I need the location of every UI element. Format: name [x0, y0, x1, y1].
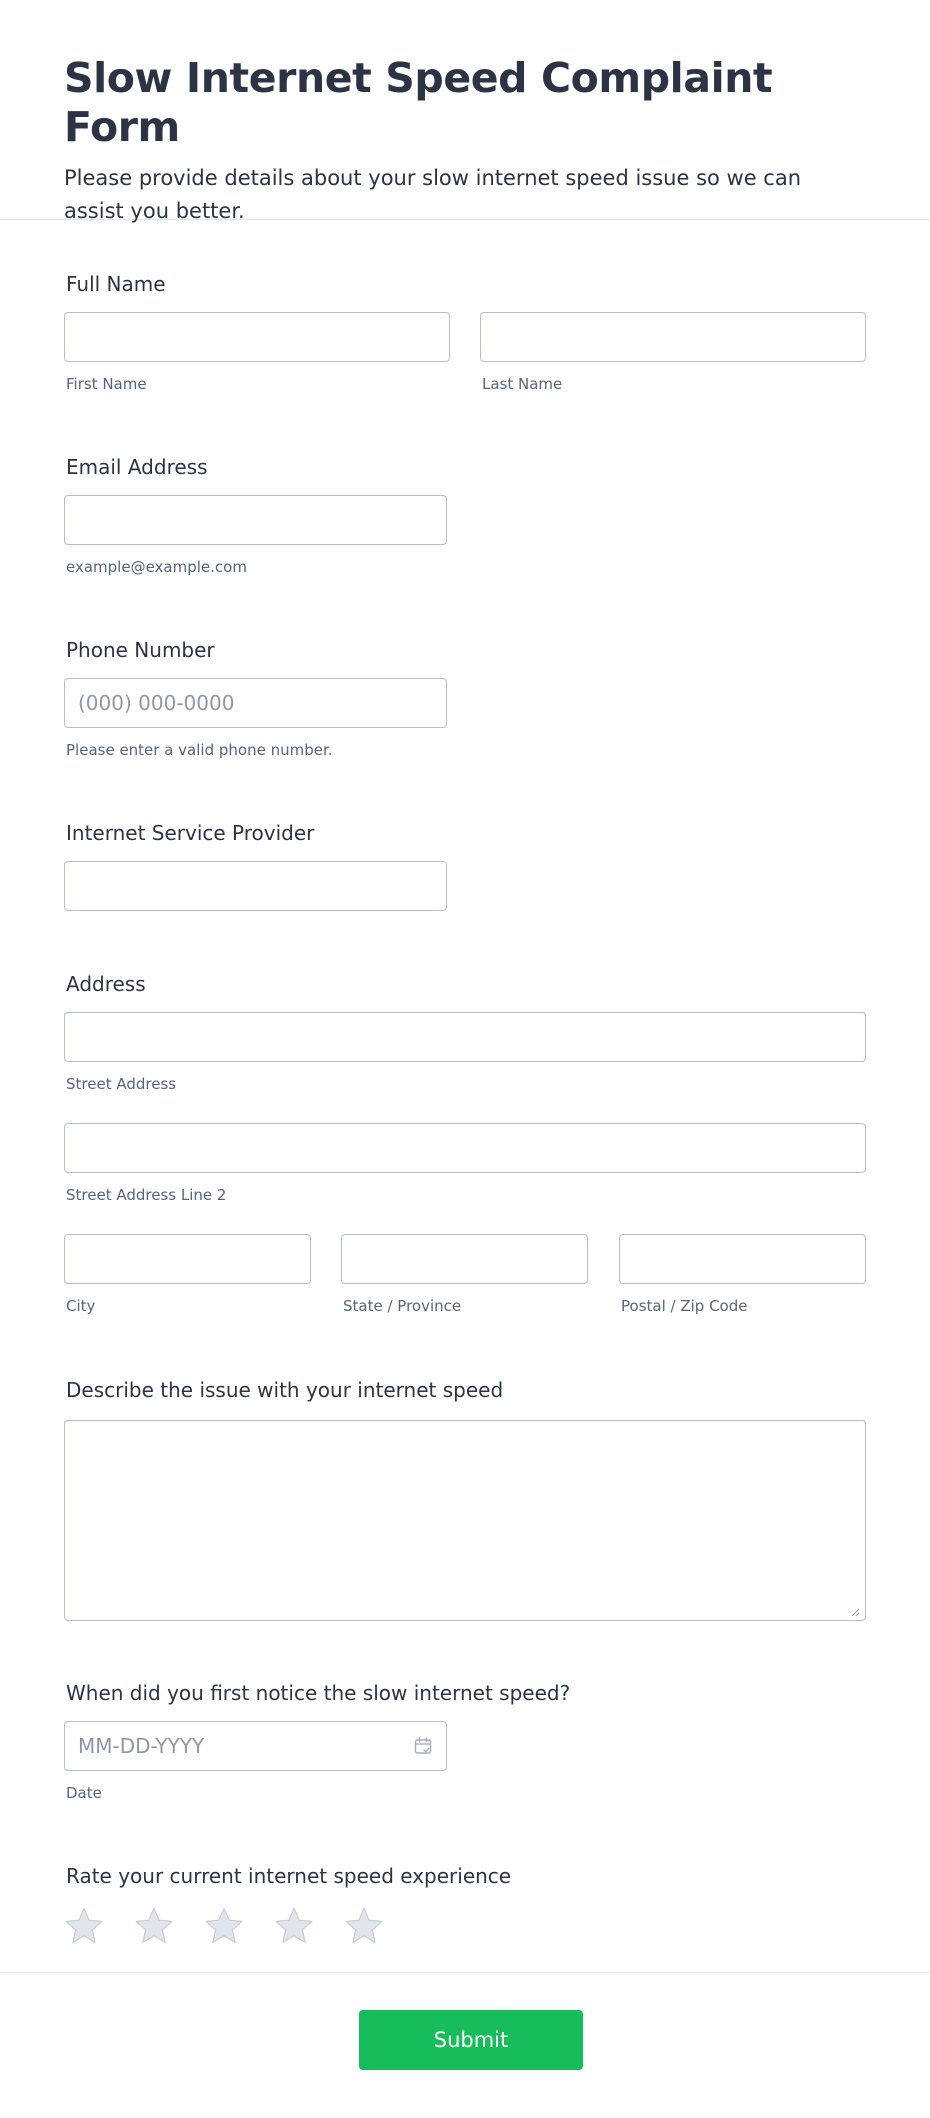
address-section	[64, 972, 866, 1322]
date-section	[64, 1681, 866, 1811]
date-sublabel: Date	[66, 1784, 102, 1802]
form-subtitle: Please provide details about your slow internet speed issue so we can assist you better.	[64, 166, 802, 224]
issue-section	[64, 1378, 866, 1623]
rating-star-3[interactable]	[204, 1906, 244, 1946]
date-label: When did you first notice the slow internet speed?	[66, 1681, 571, 1705]
isp-label: Internet Service Provider	[66, 821, 315, 845]
full-name-label: Full Name	[66, 272, 166, 296]
phone-sublabel: Please enter a valid phone number.	[66, 741, 333, 759]
phone-label: Phone Number	[66, 638, 215, 662]
street-address-sublabel: Street Address	[66, 1075, 177, 1093]
state-province-sublabel: State / Province	[343, 1297, 462, 1315]
issue-textarea[interactable]	[64, 1420, 866, 1621]
form-header	[0, 0, 930, 224]
rating-star-1[interactable]	[64, 1906, 104, 1946]
email-sublabel: example@example.com	[66, 558, 247, 576]
star-rating	[64, 1906, 384, 1946]
street-address-line2-input[interactable]	[64, 1123, 866, 1173]
resize-grip-icon[interactable]	[850, 1607, 860, 1617]
state-province-input[interactable]	[341, 1234, 588, 1284]
last-name-sublabel: Last Name	[482, 375, 563, 393]
rating-star-4[interactable]	[274, 1906, 314, 1946]
postal-zip-input[interactable]	[619, 1234, 866, 1284]
submit-button[interactable]: Submit	[359, 2010, 583, 2070]
email-input[interactable]	[64, 495, 447, 545]
first-name-input[interactable]	[64, 312, 450, 362]
email-section	[64, 455, 866, 585]
rating-star-5[interactable]	[344, 1906, 384, 1946]
first-name-sublabel: First Name	[66, 375, 147, 393]
rating-label: Rate your current internet speed experience	[66, 1864, 512, 1888]
date-input[interactable]	[64, 1721, 447, 1771]
rating-section	[64, 1864, 866, 1944]
last-name-input[interactable]	[480, 312, 866, 362]
isp-input[interactable]	[64, 861, 447, 911]
rating-star-2[interactable]	[134, 1906, 174, 1946]
calendar-icon[interactable]	[413, 1736, 433, 1756]
street-address-input[interactable]	[64, 1012, 866, 1062]
full-name-section	[64, 272, 866, 402]
address-label: Address	[66, 972, 146, 996]
street-address-line2-sublabel: Street Address Line 2	[66, 1186, 227, 1204]
email-label: Email Address	[66, 455, 208, 479]
city-input[interactable]	[64, 1234, 311, 1284]
form-title: Slow Internet Speed Complaint Form	[64, 54, 773, 152]
phone-section	[64, 638, 866, 768]
isp-section	[64, 821, 866, 916]
city-sublabel: City	[66, 1297, 96, 1315]
phone-input[interactable]	[64, 678, 447, 728]
postal-zip-sublabel: Postal / Zip Code	[621, 1297, 748, 1315]
issue-label: Describe the issue with your internet speed	[66, 1378, 504, 1402]
footer-divider	[0, 1972, 930, 1973]
